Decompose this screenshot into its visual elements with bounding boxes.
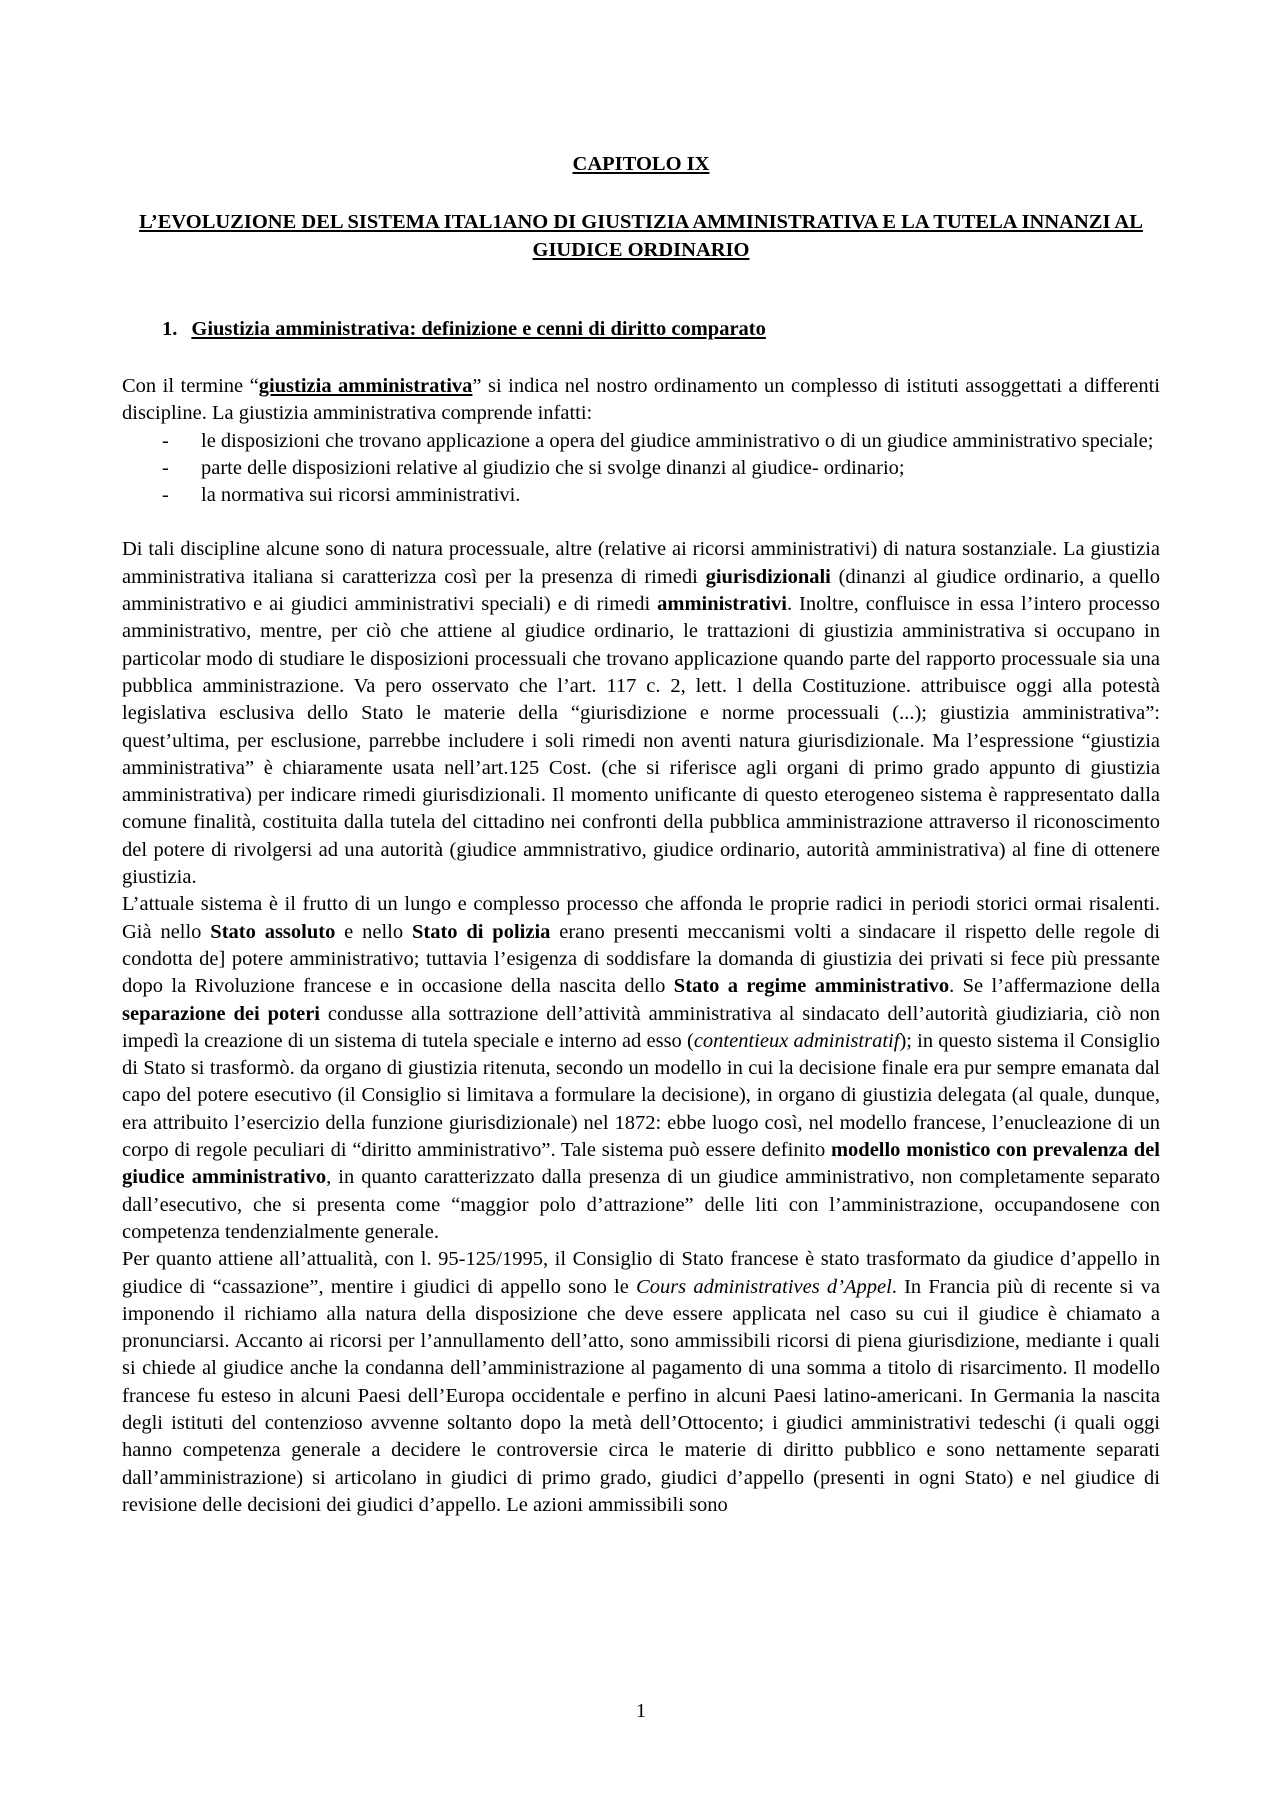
- list-item: - le disposizioni che trovano applicazione a opera del giudice amministrativo o di un giudice amministrativo speciale;: [162, 429, 1154, 452]
- paragraph-3: Per quanto attiene all’attualità, con l. 95-125/1995, il Consiglio di Stato francese è stato trasformato da giudice d’appello in giudice di “cassazione”, mentire i giudici di appello sono le Cours administratives d’Appel. In Francia più di recente si va imponendo il richiamo alla natura della disposizione che deve essere applicata nel caso su cui il giudice è chiamato a pronunciarsi. Accanto ai ricorsi per l’annullamento dell’atto, sono ammissibili ricorsi di piena giurisdizione, mediante i quali si chiede al giudice anche la condanna dell’amministrazione al pagamento di una somma a titolo di risarcimento. Il modello francese fu esteso in alcuni Paesi dell’Europa occidentale e perfino in alcuni Paesi latino-americani. In Germania la nascita degli istituti del contenzioso avvenne soltanto dopo la metà dell’Ottocento; i giudici amministrativi tedeschi (i quali oggi hanno competenza generale a decidere le controversie circa le materie di diritto pubblico e sono nettamente separati dall’amministrazione) si articolano in giudici di primo grado, giudici d’appello (presenti in ogni Stato) e nel giudice di revisione delle decisioni dei giudici d’appello. Le azioni ammissibili sono: [122, 1248, 1160, 1516]
- section-heading: [162, 318, 766, 341]
- intro-paragraph: Con il termine “giustizia amministrativa” si indica nel nostro ordinamento un complesso di istituti assoggettati a differenti discipline. La giustizia amministrativa comprende infatti:: [122, 375, 1160, 425]
- paragraph-2: L’attuale sistema è il frutto di un lungo e complesso processo che affonda le proprie radici in periodi storici ormai risalenti. Già nello Stato assoluto e nello Stato di polizia erano presenti meccanismi volti a sindacare il rispetto delle regole di condotta de] potere amministrativo; tuttavia l’esigenza di soddisfare la domanda di giustizia dei privati si fece più pressante dopo la Rivoluzione francese e in occasione della nascita dello Stato a regime amministrativo. Se l’affermazione della separazione dei poteri condusse alla sottrazione dell’attività amministrativa al sindacato dell’autorità giudiziaria, ciò non impedì la creazione di un sistema di tutela speciale e interno ad esso (contentieux administratif); in questo sistema il Consiglio di Stato si trasformò. da organo di giustizia ritenuta, secondo un modello in cui la decisione finale era pur sempre emanata dal capo del potere esecutivo (il Consiglio si limitava a formulare la decisione), in organo di giustizia delegata (al quale, dunque, era attribuito l’esercizio della funzione giurisdizionale) nel 1872: ebbe luogo così, nel modello francese, l’enucleazione di un corpo di regole peculiari di “diritto amministrativo”. Tale sistema può essere definito modello monistico con prevalenza del giudice amministrativo, in quanto caratterizzato dalla presenza di un giudice amministrativo, non completamente separato dall’esecutivo, che si presenta come “maggior polo d’attrazione” delle liti con l’amministrazione, occupandosene con competenza tendenzialmente generale.: [122, 893, 1161, 1243]
- page-number: 1: [635, 1700, 647, 1722]
- paragraph-gap: [122, 509, 1160, 536]
- document-page: [122, 0, 1160, 1811]
- term-giustizia-amministrativa: giustizia amministrativa: [258, 375, 473, 397]
- paragraph-1: Di tali discipline alcune sono di natura processuale, altre (relative ai ricorsi amministrativi) di natura sostanziale. La giustizia amministrativa italiana si caratterizza così per la presenza di rimedi giurisdizionali (dinanzi al giudice ordinario, a quello amministrativo e ai giudici amministrativi speciali) e di rimedi amministrativi. Inoltre, confluisce in essa l’intero processo amministrativo, mentre, per ciò che attiene al giudice ordinario, le trattazioni di giustizia amministrativa si occupano in particolar modo di studiare le disposizioni processuali che trovano applicazione quando parte del rapporto processuale sia una pubblica amministrazione. Va pero osservato che l’art. 117 c. 2, lett. l della Costituzione. attribuisce oggi alla potestà legislativa esclusiva dello Stato le materie della “giurisdizione e norme processuali (...); giustizia amministrativa”: quest’ultima, per esclusione, parrebbe includere i soli rimedi non aventi natura giurisdizionale. Ma l’espressione “giustizia amministrativa” è chiaramente usata nell’art.125 Cost. (che si riferisce agli organi di primo grado appunto di giustizia amministrativa) per indicare rimedi giurisdizionali. Il momento unificante di questo eterogeneo sistema è rappresentato dalla comune finalità, costituita dalla tutela del cittadino nei confronti della pubblica amministrazione attraverso il riconoscimento del potere di rivolgersi ad una autorità (giudice ammnistrativo, giudice ordinario, autorità amministrativa) al fine di ottenere giustizia.: [122, 538, 1161, 889]
- chapter-title: L’EVOLUZIONE DEL SISTEMA ITAL1ANO DI GIUSTIZIA AMMINISTRATIVA E LA TUTELA INNANZI AL GIUDICE ORDINARIO: [139, 211, 1143, 261]
- section-title: Giustizia amministrativa: definizione e cenni di diritto comparato: [191, 318, 766, 340]
- dash-list: [122, 428, 1160, 510]
- list-item: - la normativa sui ricorsi amministrativi.: [162, 484, 521, 507]
- list-item: - parte delle disposizioni relative al giudizio che si svolge dinanzi al giudice- ordinario;: [162, 456, 905, 479]
- section-number: 1.: [162, 318, 178, 340]
- chapter-heading: CAPITOLO IX: [572, 153, 710, 175]
- body-text: [122, 373, 1160, 1519]
